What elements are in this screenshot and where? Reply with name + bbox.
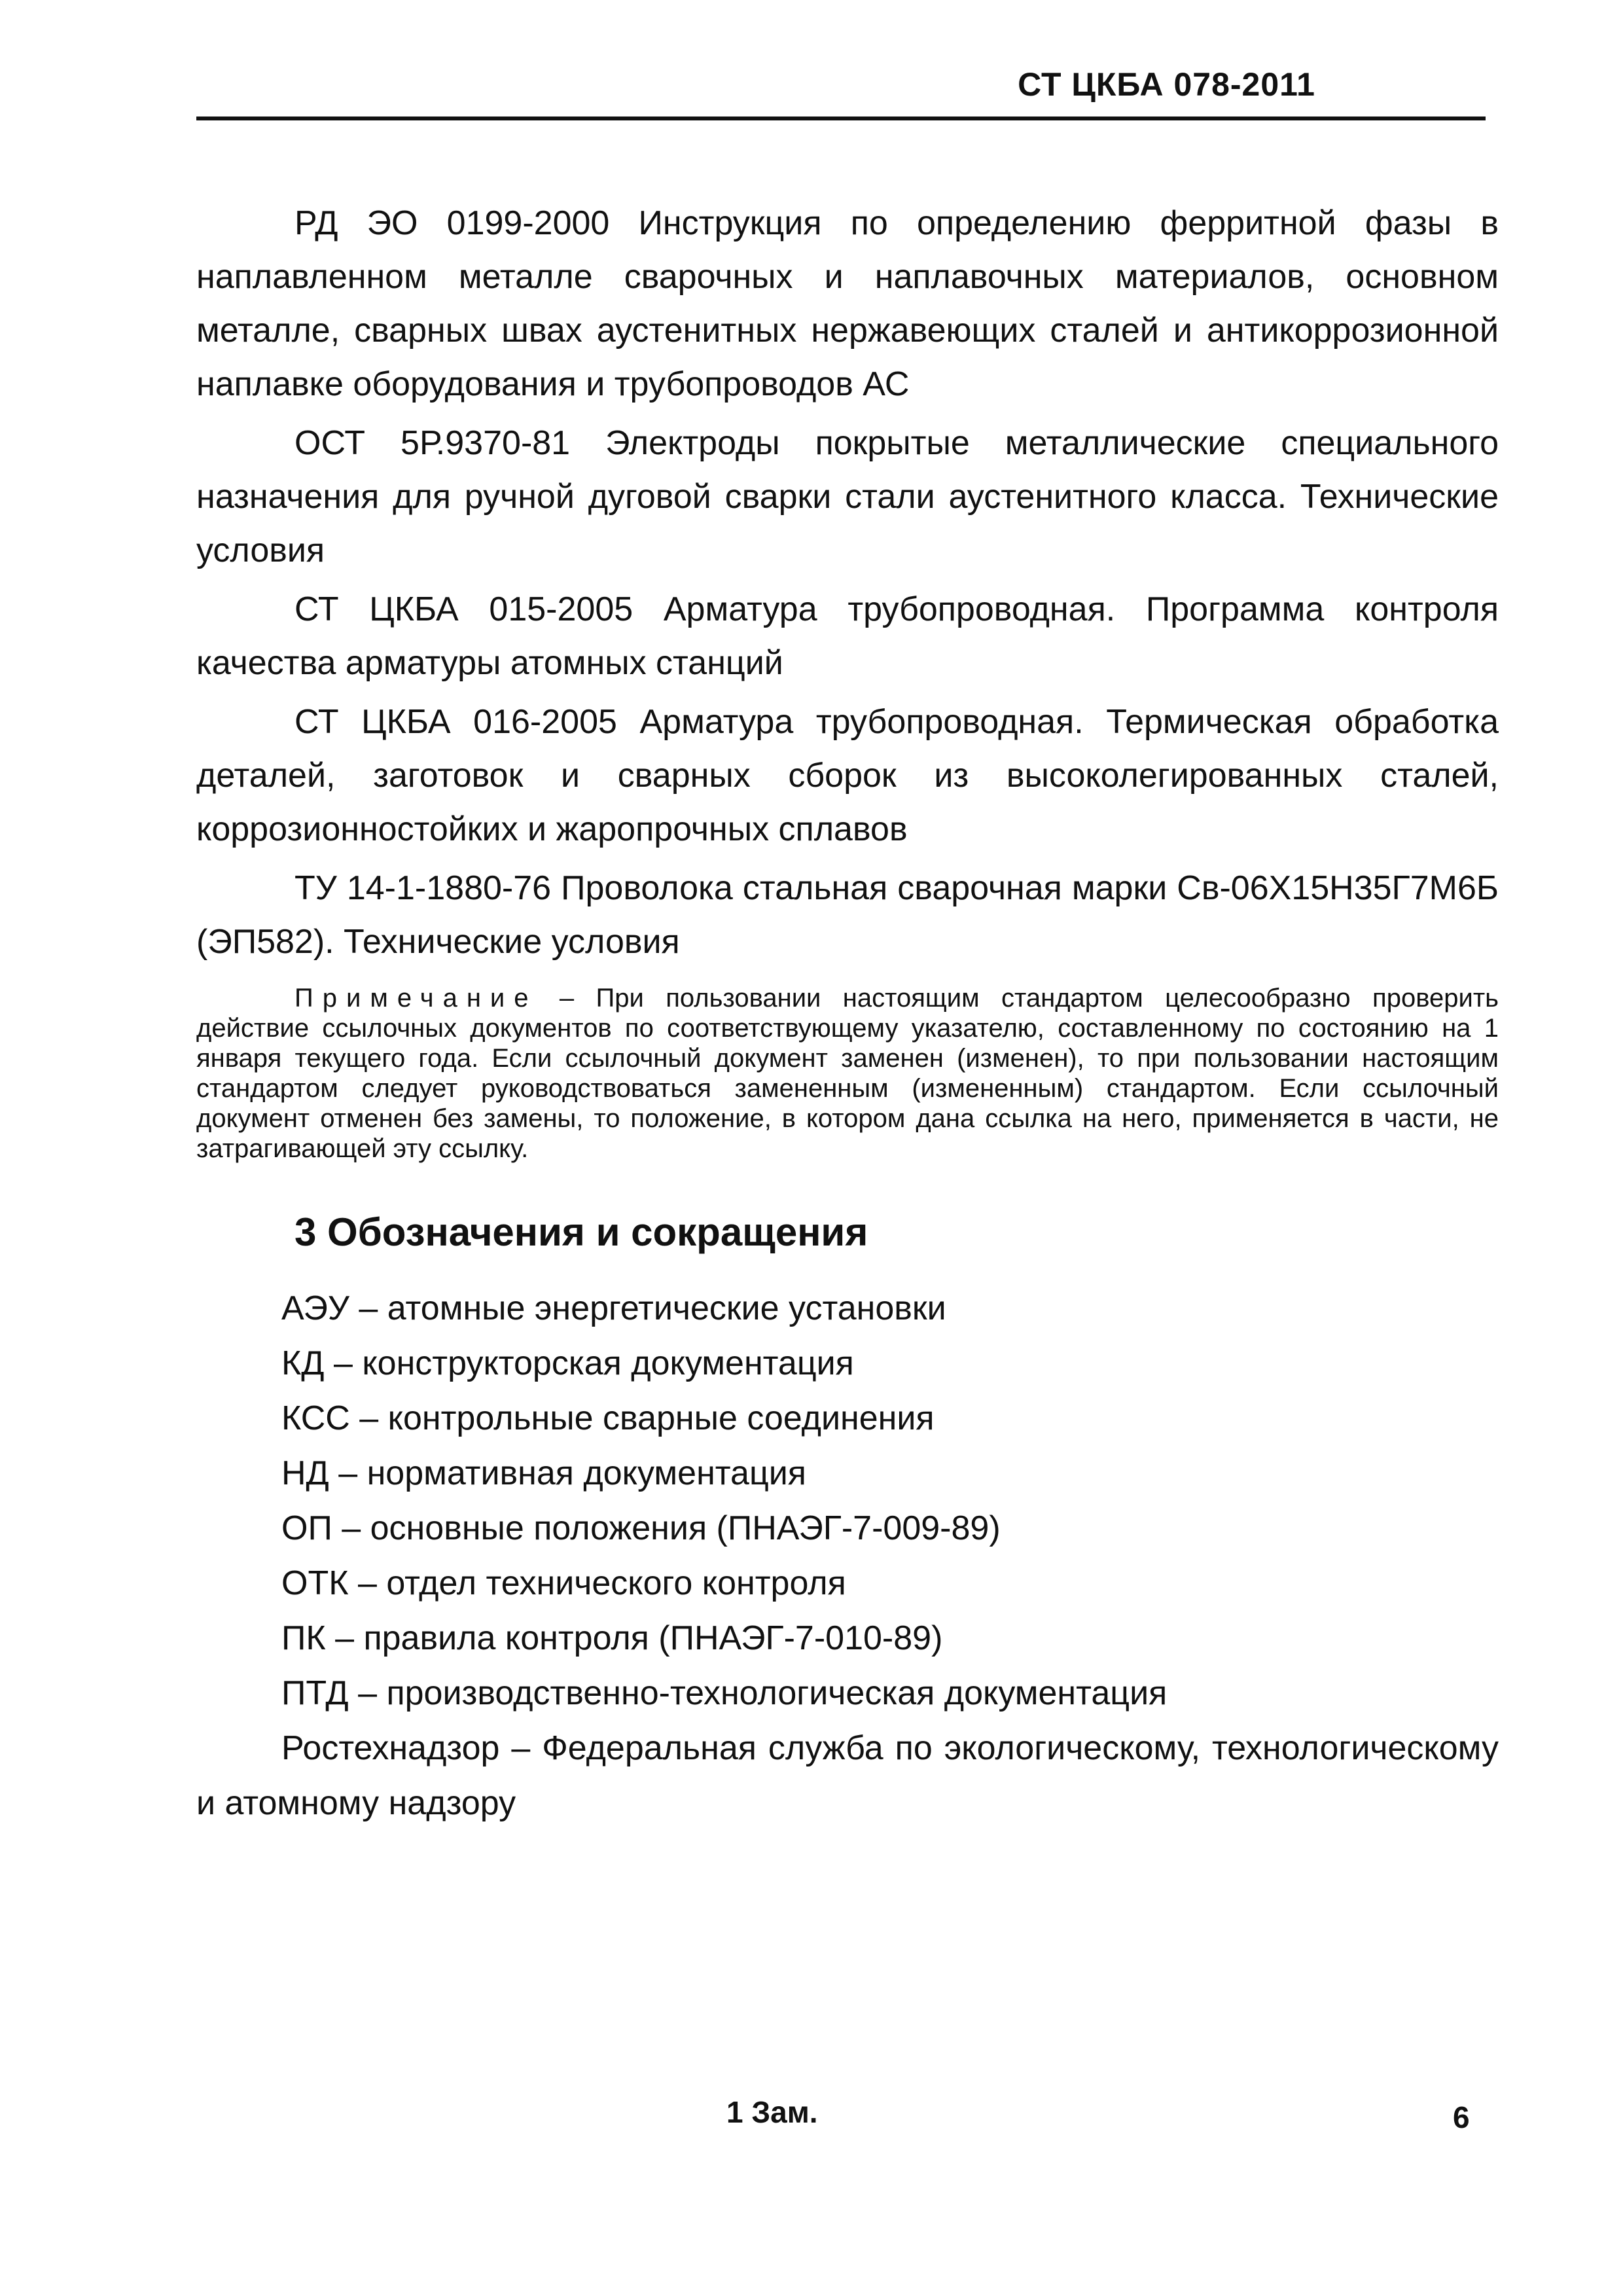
reference-rd-eo-0199: РД ЭО 0199-2000 Инструкция по определению ферритной фазы в наплавленном металле сварочных и наплавочных материалов, основном металле, сварных швах аустенитных нержавеющих сталей и антикоррозионной наплавке оборудования и трубопроводов АС <box>196 204 1499 403</box>
reference-st-ckba-016: СТ ЦКБА 016-2005 Арматура трубопроводная. Термическая обработка деталей, заготовок и сварных сборок из высоколегированных сталей, коррозионностойких и жаропрочных сплавов <box>196 703 1499 848</box>
abbreviation-nd: НД – нормативная документация <box>281 1454 806 1492</box>
abbreviation-ptd: ПТД – производственно-технологическая документация <box>281 1674 1168 1712</box>
abbreviation-aeu: АЭУ – атомные энергетические установки <box>281 1289 946 1327</box>
page-header <box>196 65 1486 120</box>
note-text: – При пользовании настоящим стандартом целесообразно проверить действие ссылочных документов по соответствующему указателю, составленному по состоянию на 1 января текущего года. Если ссылочный документ заменен (изменен), то при пользовании настоящим стандартом следует руководствоваться замененным (измененным) стандартом. Если ссылочный документ отменен без замены, то положение, в котором дана ссылка на него, применяется в части, не затрагивающей эту ссылку. <box>196 984 1499 1163</box>
note-label: Примечание <box>294 984 538 1013</box>
document-code: СТ ЦКБА 078-2011 <box>1018 66 1315 103</box>
abbreviation-op: ОП – основные положения (ПНАЭГ-7-009-89) <box>281 1509 1001 1547</box>
reference-note <box>196 983 1499 1164</box>
abbreviation-kss: КСС – контрольные сварные соединения <box>281 1399 935 1437</box>
header-rule <box>196 117 1486 120</box>
abbreviation-pk: ПК – правила контроля (ПНАЭГ-7-010-89) <box>281 1619 943 1657</box>
reference-tu-14-1-1880: ТУ 14-1-1880-76 Проволока стальная сварочная марки Св-06Х15Н35Г7М6Б (ЭП582). Технические условия <box>196 869 1499 961</box>
section-3-title: 3 Обозначения и сокращения <box>294 1210 868 1254</box>
abbreviation-rostekhnadzor: Ростехнадзор – Федеральная служба по экологическому, технологическому и атомному надзору <box>196 1729 1499 1822</box>
reference-ost-5r-9370: ОСТ 5Р.9370-81 Электроды покрытые металлические специального назначения для ручной дуговой сварки стали аустенитного класса. Технические условия <box>196 424 1499 569</box>
abbreviation-otk: ОТК – отдел технического контроля <box>281 1564 846 1602</box>
page-number: 6 <box>1453 2100 1470 2134</box>
reference-st-ckba-015: СТ ЦКБА 015-2005 Арматура трубопроводная. Программа контроля качества арматуры атомных станций <box>196 590 1499 682</box>
page-content <box>196 196 1499 1831</box>
abbreviation-kd: КД – конструкторская документация <box>281 1344 854 1382</box>
abbreviations-list <box>196 1281 1499 1831</box>
amendment-mark: 1 Зам. <box>726 2095 818 2129</box>
